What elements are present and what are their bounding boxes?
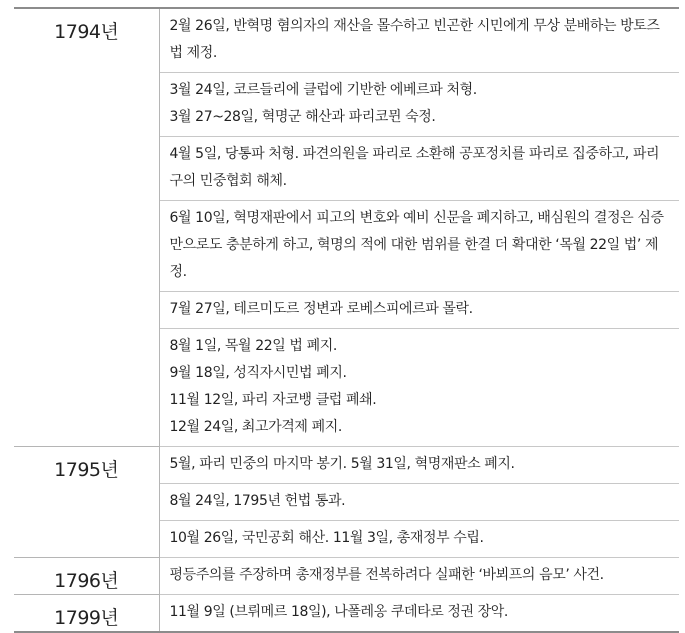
event-text: 9월 18일, 성직자시민법 폐지. bbox=[169, 365, 347, 381]
event-text: 4월 5일, 당통파 처형. 파견의원을 파리로 소환해 공포정치를 파리로 집중하고, 파리 구의 민중협회 해체. bbox=[169, 146, 660, 189]
event-cell bbox=[159, 137, 679, 201]
event-cell bbox=[159, 292, 679, 329]
event-cell bbox=[159, 447, 679, 484]
event-text: 5월, 파리 민중의 마지막 봉기. 5월 31일, 혁명재판소 폐지. bbox=[169, 456, 515, 472]
event-cell bbox=[159, 484, 679, 521]
event-cell bbox=[159, 595, 679, 633]
event-text: 3월 27~28일, 혁명군 해산과 파리코뮌 숙정. bbox=[169, 109, 436, 125]
event-text: 7월 27일, 테르미도르 정변과 로베스피에르파 몰락. bbox=[169, 301, 473, 317]
timeline-table bbox=[14, 7, 679, 633]
event-cell bbox=[159, 201, 679, 292]
event-cell bbox=[159, 558, 679, 595]
event-text: 10월 26일, 국민공회 해산. 11월 3일, 총재정부 수립. bbox=[169, 530, 484, 546]
timeline-row bbox=[14, 447, 679, 484]
timeline-row bbox=[14, 595, 679, 633]
timeline-row bbox=[14, 8, 679, 73]
timeline-row bbox=[14, 558, 679, 595]
event-cell bbox=[159, 329, 679, 447]
timeline-body bbox=[14, 8, 679, 632]
event-cell bbox=[159, 8, 679, 73]
event-cell bbox=[159, 521, 679, 558]
event-text: 평등주의를 주장하며 총재정부를 전복하려다 실패한 ‘바뵈프의 음모’ 사건. bbox=[169, 567, 604, 583]
year-label: 1795년 bbox=[14, 447, 159, 558]
event-text: 8월 1일, 목월 22일 법 폐지. bbox=[169, 338, 337, 354]
year-label: 1799년 bbox=[14, 595, 159, 633]
year-label: 1794년 bbox=[14, 8, 159, 447]
event-text: 12월 24일, 최고가격제 폐지. bbox=[169, 419, 342, 435]
event-text: 2월 26일, 반혁명 혐의자의 재산을 몰수하고 빈곤한 시민에게 무상 분배하는 방토즈법 제정. bbox=[169, 18, 660, 61]
year-label: 1796년 bbox=[14, 558, 159, 595]
event-text: 6월 10일, 혁명재판에서 피고의 변호와 예비 신문을 폐지하고, 배심원의 결정은 심증만으로도 충분하게 하고, 혁명의 적에 대한 범위를 한결 더 확대한 ‘목월 22일 법’ 제정. bbox=[169, 210, 664, 280]
event-text: 11월 12일, 파리 자코뱅 클럽 폐쇄. bbox=[169, 392, 377, 408]
event-text: 11월 9일 (브뤼메르 18일), 나폴레옹 쿠데타로 정권 장악. bbox=[169, 604, 508, 620]
event-cell bbox=[159, 73, 679, 137]
event-text: 8월 24일, 1795년 헌법 통과. bbox=[169, 493, 346, 509]
event-text: 3월 24일, 코르들리에 클럽에 기반한 에베르파 처형. bbox=[169, 82, 477, 98]
